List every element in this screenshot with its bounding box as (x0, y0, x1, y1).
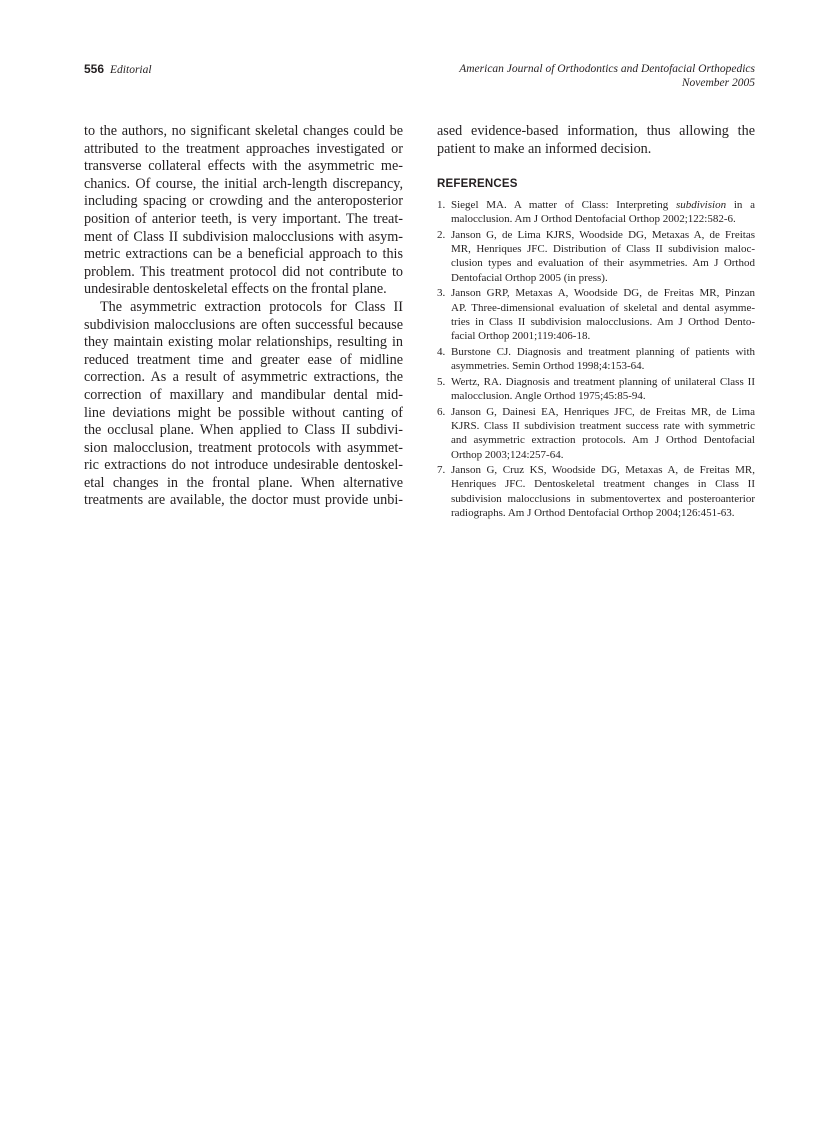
reference-item (437, 345, 755, 374)
paragraph (437, 123, 755, 158)
reference-number: 7. (437, 464, 446, 477)
reference-item (437, 463, 755, 520)
text-line: chanics. Of course, the initial arch-length discrepancy, (84, 175, 403, 192)
references-heading: REFERENCES (437, 178, 518, 190)
reference-text: in a (726, 199, 755, 211)
reference-line: Dentofacial Orthop 2005 (in press). (451, 271, 608, 284)
text-line: undesirable dentoskeletal effects on the frontal plane. (84, 281, 387, 298)
reference-line: AP. Three-dimensional evaluation of skeletal and dental asymme- (451, 301, 755, 314)
text-line: etal changes in the frontal plane. When alternative (84, 474, 403, 491)
reference-number: 3. (437, 287, 446, 300)
reference-line: and asymmetric extraction protocols. Am J Orthod Dentofacial (451, 434, 755, 447)
text-line: reduced treatment time and greater ease of midline (84, 351, 403, 368)
reference-number: 1. (437, 199, 446, 211)
text-line: treatments are available, the doctor must provide unbi- (84, 492, 403, 509)
text-line: correction of maxillary and mandibular dental mid- (84, 386, 403, 403)
reference-line: KJRS. Class II subdivision treatment success rate with symmetric (451, 419, 755, 432)
text-line: sion malocclusion, treatment protocols with asymmet- (84, 439, 403, 456)
body-column-left (84, 123, 403, 510)
page-number: 556 (84, 62, 105, 76)
text-line: The asymmetric extraction protocols for Class II (100, 298, 403, 315)
running-header-right (459, 62, 755, 90)
reference-line: subdivision malocclusions in submentovertex and posteroanterior (451, 492, 755, 505)
text-line: ased evidence-based information, thus allowing the (437, 123, 755, 139)
reference-item (437, 405, 755, 462)
text-line: they maintain existing molar relationships, resulting in (84, 334, 403, 351)
reference-line: tries in Class II subdivision malocclusions. Am J Orthod Dento- (451, 315, 755, 328)
reference-line: radiographs. Am J Orthod Dentofacial Orthop 2004;126:451-63. (451, 507, 735, 520)
references-list (437, 198, 755, 522)
running-header-left (84, 62, 152, 77)
issue-date: November 2005 (681, 77, 755, 89)
reference-line: Henriques JFC. Dentoskeletal treatment changes in Class II (451, 478, 755, 491)
reference-line: Orthop 2003;124:257-64. (451, 448, 564, 461)
reference-line: MR, Henriques JFC. Distribution of Class II subdivision maloc- (451, 243, 755, 256)
reference-line: Janson GRP, Metaxas A, Woodside DG, de Freitas MR, Pinzan (451, 287, 755, 300)
text-line: patient to make an informed decision. (437, 140, 652, 157)
reference-text: Siegel MA. A matter of Class: Interpreting (451, 199, 676, 211)
reference-number: 4. (437, 345, 446, 358)
text-line: the occlusal plane. When applied to Class II subdivi- (84, 422, 403, 439)
reference-line (451, 198, 755, 212)
text-line: to the authors, no significant skeletal changes could be (84, 123, 403, 139)
reference-line: facial Orthop 2001;119:406-18. (451, 330, 591, 343)
text-line: transverse collateral effects with the asymmetric me- (84, 158, 403, 175)
reference-number: 6. (437, 405, 446, 418)
section-name: Editorial (110, 64, 152, 76)
reference-line: asymmetries. Semin Orthod 1998;4:153-64. (451, 360, 645, 373)
reference-line: Janson G, Cruz KS, Woodside DG, Metaxas A, de Freitas MR, (451, 464, 755, 477)
paragraph (84, 123, 403, 299)
text-line: position of anterior teeth, is very important. The treat- (84, 210, 403, 227)
text-line: correction. As a result of asymmetric extractions, the (84, 369, 403, 386)
body-column-right (437, 123, 755, 158)
journal-title: American Journal of Orthodontics and Dentofacial Orthopedics (459, 63, 755, 75)
reference-line: malocclusion. Angle Orthod 1975;45:85-94. (451, 390, 646, 403)
reference-item (437, 198, 755, 227)
paragraph (84, 299, 403, 510)
reference-number: 2. (437, 228, 446, 241)
reference-item (437, 375, 755, 404)
reference-number: 5. (437, 375, 446, 388)
text-line: subdivision malocclusions are often successful because (84, 316, 403, 333)
reference-line: Janson G, Dainesi EA, Henriques JFC, de Freitas MR, de Lima (451, 405, 755, 418)
reference-item (437, 286, 755, 343)
reference-line: clusion types and evaluation of their asymmetries. Am J Orthod (451, 257, 755, 270)
reference-line: malocclusion. Am J Orthod Dentofacial Orthop 2002;122:582-6. (451, 213, 736, 226)
reference-line: Wertz, RA. Diagnosis and treatment planning of unilateral Class II (451, 375, 755, 388)
reference-item (437, 228, 755, 285)
text-line: ric extractions do not introduce undesirable dentoskel- (84, 457, 403, 474)
text-line: problem. This treatment protocol did not contribute to (84, 263, 403, 280)
text-line: ment of Class II subdivision malocclusions with asym- (84, 228, 403, 245)
reference-line: Janson G, de Lima KJRS, Woodside DG, Metaxas A, de Freitas (451, 228, 755, 241)
text-line: attributed to the treatment approaches investigated or (84, 140, 403, 157)
italic-term: subdivision (675, 199, 727, 211)
text-line: line deviations might be possible without canting of (84, 404, 403, 421)
text-line: including spacing or crowding and the anteroposterior (84, 193, 403, 210)
reference-line: Burstone CJ. Diagnosis and treatment planning of patients with (451, 345, 755, 358)
text-line: metric extractions can be a beneficial approach to this (84, 246, 403, 263)
